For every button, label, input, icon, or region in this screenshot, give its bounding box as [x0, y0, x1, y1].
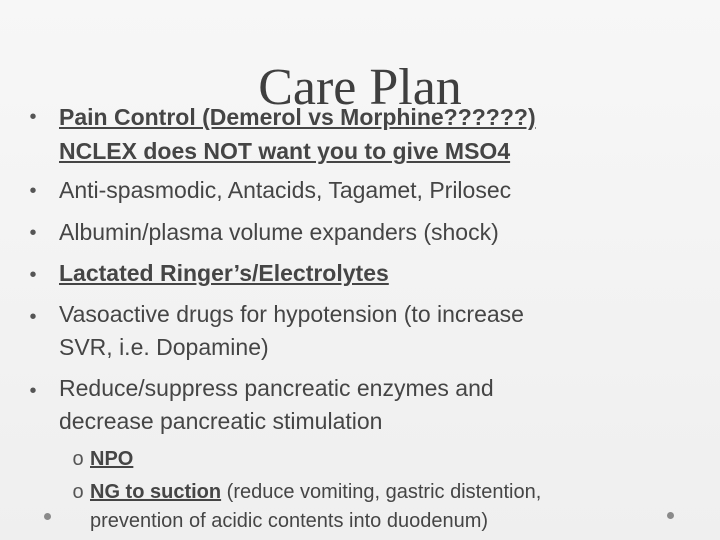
sub-bullet-2-lead: NG to suction	[90, 481, 222, 503]
bullet-6-line-1: Reduce/suppress pancreatic enzymes and	[59, 375, 494, 401]
bullet-2-line-1: Anti-spasmodic, Antacids, Tagamet, Prilosec	[59, 177, 512, 203]
sub-bullet-marker: o	[72, 481, 84, 503]
slide-corner-dot-left	[44, 513, 51, 520]
bullet-marker: •	[29, 106, 37, 128]
bullet-marker: •	[29, 306, 37, 328]
sub-bullet-2-line-1	[90, 478, 680, 506]
sub-bullet-2-rest: (reduce vomiting, gastric distention,	[221, 481, 542, 503]
bullet-marker: •	[29, 222, 37, 244]
bullet-marker: •	[29, 264, 37, 286]
bullet-1-line-1: Pain Control (Demerol vs Morphine??????)	[59, 104, 536, 130]
bullet-4-line-1: Lactated Ringer’s/Electrolytes	[59, 260, 389, 286]
bullet-6-line-2: decrease pancreatic stimulation	[59, 408, 383, 434]
sub-bullet-2-line-2: prevention of acidic contents into duodenum)	[90, 510, 489, 532]
bullet-3-line-1: Albumin/plasma volume expanders (shock)	[59, 219, 499, 245]
bullet-1-line-2: NCLEX does NOT want you to give MSO4	[59, 138, 511, 164]
slide-title: Care Plan	[258, 59, 462, 116]
slide-corner-dot-right	[667, 512, 674, 519]
bullet-5-line-1: Vasoactive drugs for hypotension (to increase	[59, 301, 524, 327]
bullet-5-line-2: SVR, i.e. Dopamine)	[59, 334, 269, 360]
bullet-marker: •	[29, 180, 37, 202]
sub-bullet-marker: o	[72, 448, 84, 470]
bullet-marker: •	[29, 380, 37, 402]
sub-bullet-1: NPO	[90, 448, 134, 470]
